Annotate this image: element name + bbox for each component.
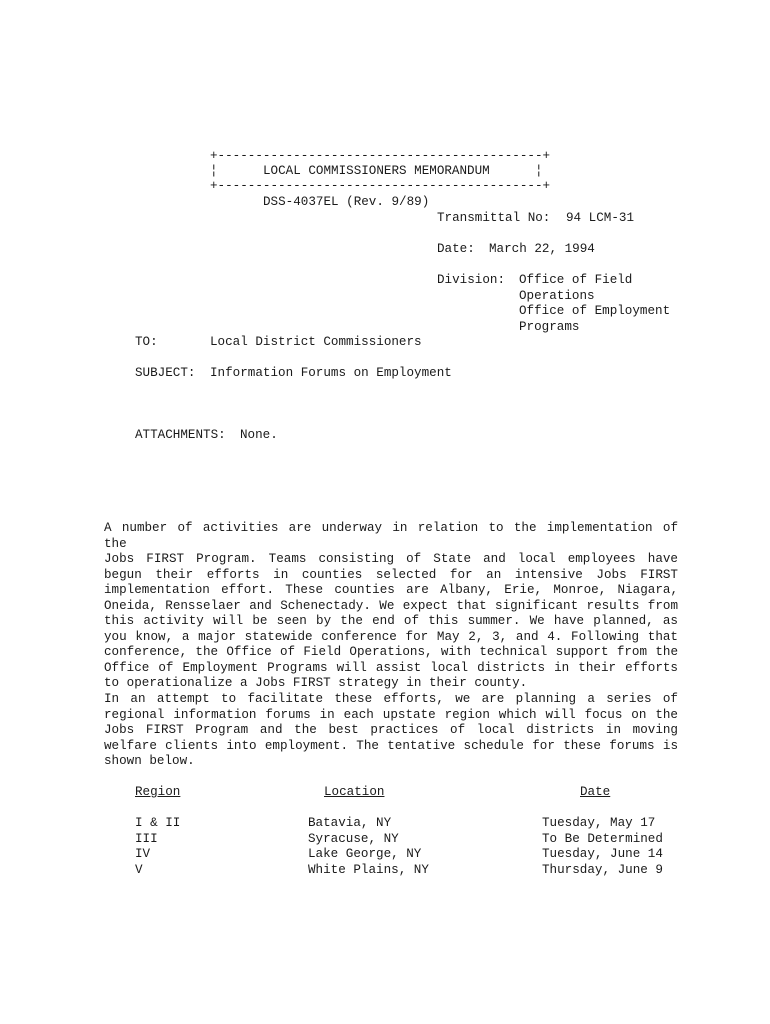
header-border-bottom: +-------------------------------------------+ (210, 179, 551, 193)
paragraph-line: begun their efforts in counties selected for an intensive Jobs FIRST (104, 567, 678, 582)
paragraph-line: A number of activities are underway in relation to the implementation of the (104, 521, 678, 551)
date-value: March 22, 1994 (489, 242, 595, 256)
paragraph-line: In an attempt to facilitate these efforts, we are planning a series of (104, 692, 678, 706)
paragraph-line: Jobs FIRST Program. Teams consisting of State and local employees have (104, 552, 678, 566)
table-cell-location: Syracuse, NY (308, 832, 399, 846)
to-value: Local District Commissioners (210, 335, 422, 349)
division-line: Office of Field (519, 273, 633, 287)
table-cell-date: Tuesday, June 14 (542, 847, 663, 861)
paragraph-line: Office of Employment Programs will assist local districts in their efforts (104, 660, 678, 675)
transmittal-value: 94 LCM-31 (566, 211, 635, 225)
paragraph-line: Oneida, Rensselaer and Schenectady. We expect that significant results from (104, 598, 678, 613)
division-label: Division: (437, 273, 506, 287)
subject-label: SUBJECT: (135, 366, 196, 380)
division-line: Office of Employment (519, 304, 671, 318)
table-cell-location: Batavia, NY (308, 816, 392, 830)
body-paragraph-2 (104, 692, 678, 770)
header-border-top: +-------------------------------------------+ (210, 149, 551, 163)
attachments-value: None. (240, 428, 278, 442)
table-cell-date: Tuesday, May 17 (542, 816, 656, 830)
to-label: TO: (135, 335, 158, 349)
table-cell-date: To Be Determined (542, 832, 663, 846)
column-header-region: Region (135, 785, 181, 799)
transmittal-label: Transmittal No: (437, 211, 551, 225)
division-line: Operations (519, 289, 595, 303)
attachments-label: ATTACHMENTS: (135, 428, 226, 442)
subject-value: Information Forums on Employment (210, 366, 452, 380)
memo-title: LOCAL COMMISSIONERS MEMORANDUM (263, 164, 490, 178)
table-cell-location: Lake George, NY (308, 847, 422, 861)
division-line: Programs (519, 320, 580, 334)
header-box-left: ¦ (210, 164, 218, 178)
column-header-date: Date (580, 785, 611, 799)
paragraph-line: conference, the Office of Field Operations, with technical support from the (104, 645, 678, 659)
paragraph-line: welfare clients into employment. The tentative schedule for these forums is (104, 738, 678, 753)
header-box-right: ¦ (535, 164, 543, 178)
paragraph-line: shown below. (104, 754, 195, 768)
paragraph-line: regional information forums in each upstate region which will focus on the (104, 707, 678, 722)
paragraph-line: implementation effort. These counties are Albany, Erie, Monroe, Niagara, (104, 583, 678, 597)
body-paragraph-1 (104, 521, 678, 692)
table-cell-region: III (135, 832, 158, 846)
paragraph-line: to operationalize a Jobs FIRST strategy in their county. (104, 676, 528, 690)
table-cell-date: Thursday, June 9 (542, 863, 663, 877)
paragraph-line: this activity will be seen by the end of this summer. We have planned, as (104, 614, 678, 628)
table-cell-region: IV (135, 847, 151, 861)
form-number: DSS-4037EL (Rev. 9/89) (263, 195, 430, 209)
table-cell-region: I & II (135, 816, 181, 830)
table-cell-region: V (135, 863, 143, 877)
column-header-location: Location (324, 785, 385, 799)
table-cell-location: White Plains, NY (308, 863, 429, 877)
paragraph-line: Jobs FIRST Program and the best practices of local districts in moving (104, 723, 678, 737)
paragraph-line: you know, a major statewide conference for May 2, 3, and 4. Following that (104, 629, 678, 644)
date-label: Date: (437, 242, 475, 256)
